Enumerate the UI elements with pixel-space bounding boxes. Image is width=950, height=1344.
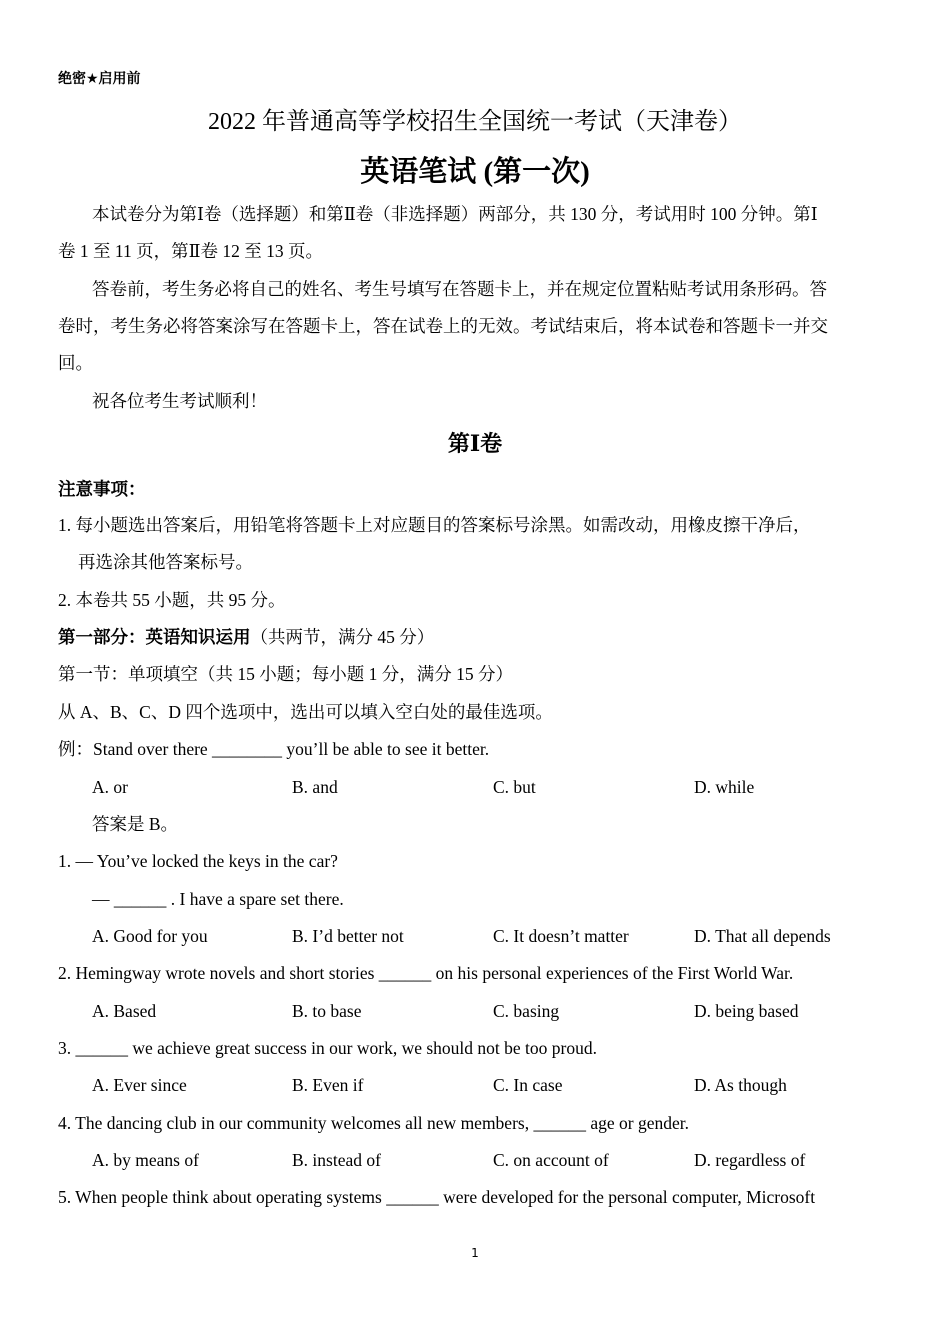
intro-p1-line2: 卷 1 至 11 页，第Ⅱ卷 12 至 13 页。	[58, 241, 323, 261]
option-b: B. I’d better not	[292, 926, 404, 946]
directions: 从 A、B、C、D 四个选项中，选出可以填入空白处的最佳选项。	[58, 702, 553, 722]
question-1-stem: 1. — You’ve locked the keys in the car?	[58, 851, 338, 871]
confidential-label: 绝密★启用前	[58, 71, 141, 87]
subject-title: 英语笔试 (第一次)	[360, 156, 590, 188]
question-5-stem: 5. When people think about operating systems ______ were developed for the personal computer, Microsoft	[58, 1187, 816, 1207]
volume-title: 第Ⅰ卷	[447, 431, 503, 456]
part1-heading-bold: 第一部分：英语知识运用	[58, 627, 251, 647]
option-c: C. on account of	[493, 1150, 609, 1170]
question-1-reply: — ______ . I have a spare set there.	[92, 889, 344, 909]
example-stem: 例：Stand over there ________ you’ll be able to see it better.	[58, 739, 490, 759]
option-a: A. Ever since	[92, 1075, 187, 1095]
part1-heading	[58, 626, 894, 648]
exam-title: 2022 年普通高等学校招生全国统一考试（天津卷）	[208, 109, 742, 135]
intro-p2-line1: 答卷前，考生务必将自己的姓名、考生号填写在答题卡上，并在规定位置粘贴考试用条形码。答	[92, 279, 827, 299]
option-c: C. basing	[493, 1001, 560, 1021]
option-b: B. to base	[292, 1001, 362, 1021]
option-d: D. while	[694, 777, 755, 797]
notes-heading: 注意事项：	[58, 479, 146, 499]
option-d: D. being based	[694, 1001, 799, 1021]
option-c: C. In case	[493, 1075, 563, 1095]
question-3-stem: 3. ______ we achieve great success in our work, we should not be too proud.	[58, 1038, 597, 1058]
option-d: D. As though	[694, 1075, 787, 1095]
option-a: A. by means of	[92, 1150, 199, 1170]
option-d: D. That all depends	[694, 926, 831, 946]
intro-p2-line3: 回。	[58, 353, 93, 373]
option-b: B. and	[292, 777, 338, 797]
page-number: 1	[471, 1246, 479, 1260]
option-a: A. Based	[92, 1001, 157, 1021]
option-a: A. Good for you	[92, 926, 208, 946]
option-a: A. or	[92, 777, 128, 797]
note-1-line1: 1. 每小题选出答案后，用铅笔将答题卡上对应题目的答案标号涂黑。如需改动，用橡皮擦干净后，	[58, 515, 811, 535]
note-2: 2. 本卷共 55 小题，共 95 分。	[58, 590, 286, 610]
intro-p2-line2: 卷时，考生务必将答案涂写在答题卡上，答在试卷上的无效。考试结束后，将本试卷和答题卡一并交	[58, 316, 828, 336]
part1-heading-rest: （共两节，满分 45 分）	[250, 627, 435, 647]
option-b: B. instead of	[292, 1150, 381, 1170]
option-c: C. but	[493, 777, 536, 797]
question-4-stem: 4. The dancing club in our community welcomes all new members, ______ age or gender.	[58, 1113, 689, 1133]
option-c: C. It doesn’t matter	[493, 926, 629, 946]
question-2-stem: 2. Hemingway wrote novels and short stories ______ on his personal experiences of the First World War.	[58, 963, 794, 983]
intro-good-luck: 祝各位考生考试顺利！	[92, 391, 267, 411]
intro-p1-line1: 本试卷分为第Ⅰ卷（选择题）和第Ⅱ卷（非选择题）两部分，共 130 分，考试用时 100 分钟。第Ⅰ	[92, 204, 818, 224]
note-1-line2: 再选涂其他答案标号。	[78, 552, 253, 572]
option-d: D. regardless of	[694, 1150, 806, 1170]
section1-heading: 第一节：单项填空（共 15 小题；每小题 1 分，满分 15 分）	[58, 664, 513, 684]
example-answer: 答案是 B。	[92, 814, 179, 834]
option-b: B. Even if	[292, 1075, 364, 1095]
